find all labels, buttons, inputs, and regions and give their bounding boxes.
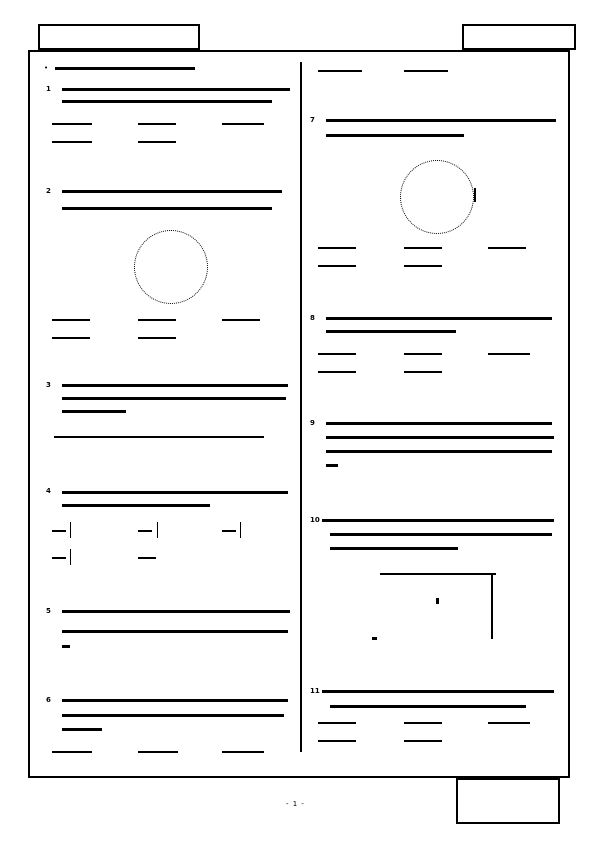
option-d[interactable] xyxy=(52,337,90,339)
header-box-left xyxy=(38,24,200,50)
option-b[interactable] xyxy=(404,722,442,724)
option-a[interactable] xyxy=(318,722,356,724)
answer-line[interactable] xyxy=(54,436,264,438)
option-e[interactable] xyxy=(404,265,442,267)
option-b[interactable] xyxy=(138,751,178,753)
option-e[interactable] xyxy=(404,740,442,742)
option-d[interactable] xyxy=(318,371,356,373)
option-e[interactable] xyxy=(138,337,176,339)
option-b[interactable] xyxy=(404,247,442,249)
circle-figure xyxy=(400,160,474,234)
option-e[interactable] xyxy=(404,70,448,72)
option-c[interactable] xyxy=(222,319,260,321)
option-d[interactable] xyxy=(52,141,92,143)
option-c[interactable] xyxy=(222,751,264,753)
option-b[interactable] xyxy=(138,123,176,125)
option-a[interactable] xyxy=(52,751,92,753)
option-a[interactable] xyxy=(318,247,356,249)
option-a[interactable] xyxy=(318,353,356,355)
column-divider xyxy=(300,62,302,752)
option-d[interactable] xyxy=(318,265,356,267)
option-b[interactable] xyxy=(404,353,442,355)
footer-box xyxy=(456,778,560,824)
option-c[interactable] xyxy=(488,353,530,355)
option-e[interactable] xyxy=(138,141,176,143)
option-c[interactable] xyxy=(222,123,264,125)
option-c[interactable] xyxy=(488,722,530,724)
option-c[interactable] xyxy=(488,247,526,249)
option-b[interactable] xyxy=(138,319,176,321)
page-number: - 1 - xyxy=(286,800,305,808)
option-a[interactable] xyxy=(52,123,92,125)
exam-page-frame xyxy=(28,50,570,778)
option-d[interactable] xyxy=(318,70,362,72)
circle-figure xyxy=(134,230,208,304)
option-d[interactable] xyxy=(318,740,356,742)
option-e[interactable] xyxy=(404,371,442,373)
header-box-right xyxy=(462,24,576,50)
option-a[interactable] xyxy=(52,319,90,321)
